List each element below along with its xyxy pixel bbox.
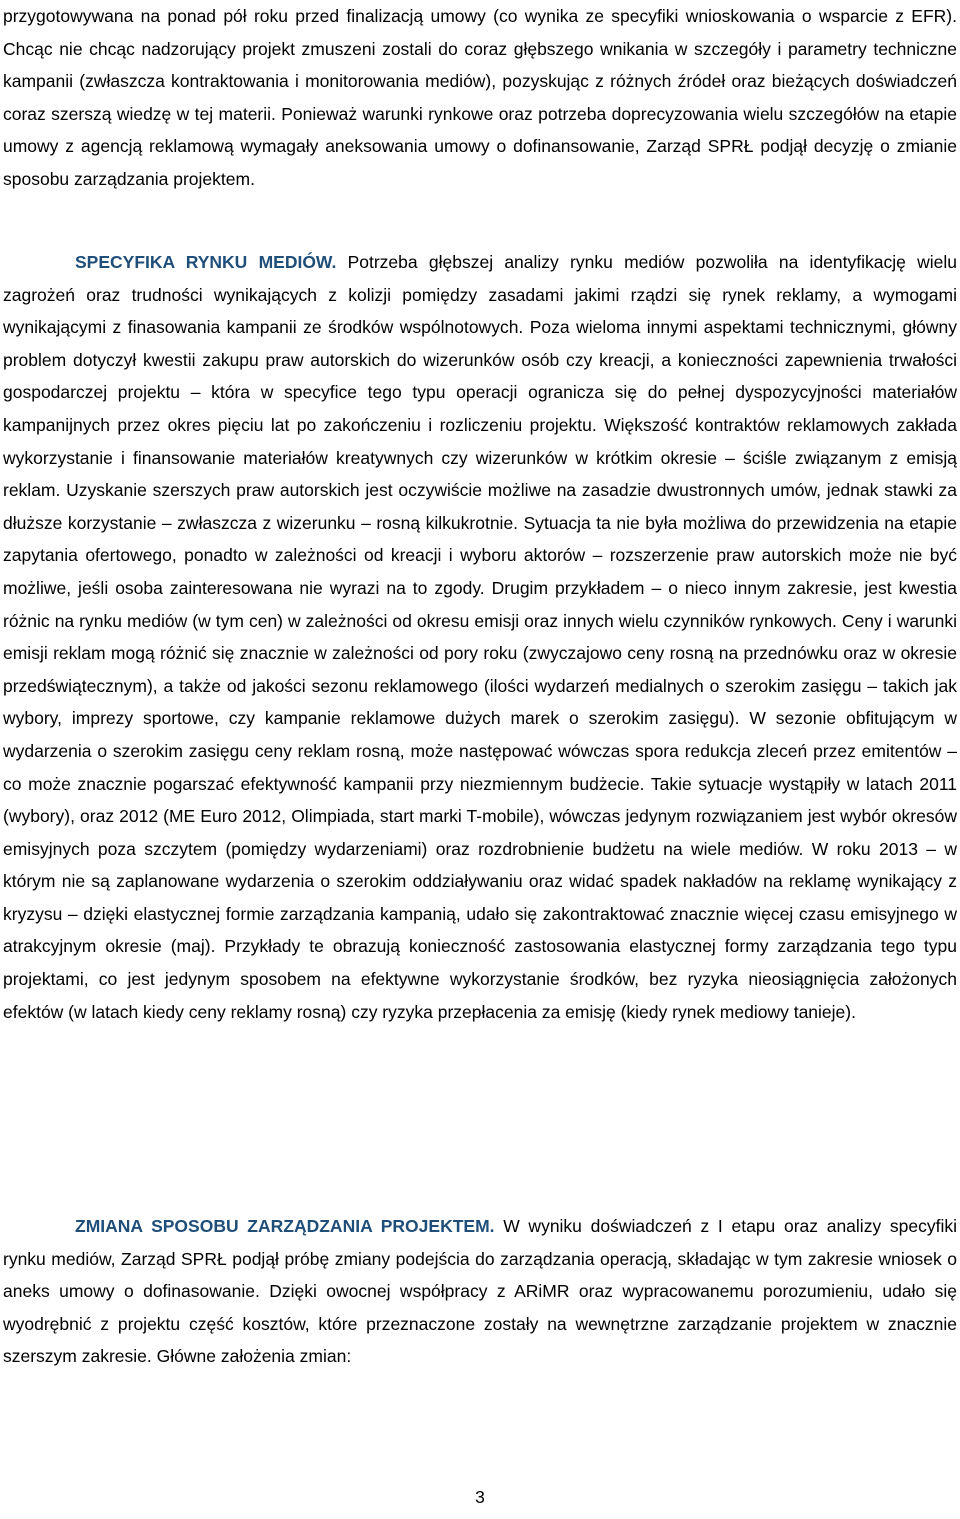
section-heading-management-change: ZMIANA SPOSOBU ZARZĄDZANIA PROJEKTEM.: [75, 1216, 495, 1236]
paragraph-media-market: [3, 246, 957, 1028]
page-number: 3: [475, 1487, 485, 1507]
section-text-management-change: W wyniku doświadczeń z I etapu oraz analizy specyfiki rynku mediów, Zarząd SPRŁ podjął próbę zmiany podejścia do zarządzania operacją, składając w tym zakresie wniosek o aneks umowy o dofinasowanie. Dzięki owocnej współpracy z ARiMR oraz wypracowanemu porozumieniu, udało się wyodrębnić z projektu część kosztów, które przeznaczone zostały na wewnętrzne zarządzanie projektem w znacznie szerszym zakresie. Główne założenia zmian:: [3, 1216, 957, 1367]
paragraph-intro: przygotowywana na ponad pół roku przed finalizacją umowy (co wynika ze specyfiki wnioskowania o wsparcie z EFR). Chcąc nie chcąc nadzorujący projekt zmuszeni zostali do coraz głębszego wnikania w szczegóły i parametry techniczne kampanii (zwłaszcza kontraktowania i monitorowania mediów), pozyskując z różnych źródeł oraz bieżących doświadczeń coraz szerszą wiedzę w tej materii. Ponieważ warunki rynkowe oraz potrzeba doprecyzowania wielu szczegółów na etapie umowy z agencją reklamową wymagały aneksowania umowy o dofinansowanie, Zarząd SPRŁ podjął decyzję o zmianie sposobu zarządzania projektem.: [3, 6, 957, 189]
paragraph-management-change: [3, 1210, 957, 1373]
section-text-media-market: Potrzeba głębszej analizy rynku mediów pozwoliła na identyfikację wielu zagrożeń oraz trudności wynikających z kolizji pomiędzy zasadami jakimi rządzi się rynek reklamy, a wymogami wynikającymi z finasowania kampanii ze środków wspólnotowych. Poza wieloma innymi aspektami technicznymi, główny problem dotyczył kwestii zakupu praw autorskich do wizerunków osób czy kreacji, a konieczności zapewnienia trwałości gospodarczej projektu – która w specyfice tego typu operacji ogranicza się do pełnej dyspozycyjności materiałów kampanijnych przez okres pięciu lat po zakończeniu i rozliczeniu projektu. Większość kontraktów reklamowych zakłada wykorzystanie i finansowanie materiałów kreatywnych czy wizerunków w krótkim okresie – ściśle związanym z emisją reklam. Uzyskanie szerszych praw autorskich jest oczywiście możliwe na zasadzie dwustronnych umów, jednak stawki za dłuższe korzystanie – zwłaszcza z wizerunku – rosną kilkukrotnie. Sytuacja ta nie była możliwa do przewidzenia na etapie zapytania ofertowego, ponadto w zależności od kreacji i wyboru aktorów – rozszerzenie praw autorskich może nie być możliwe, jeśli osoba zainteresowana nie wyrazi na to zgody. Drugim przykładem – o nieco innym zakresie, jest kwestia różnic na rynku mediów (w tym cen) w zależności od okresu emisji oraz innych wielu czynników rynkowych. Ceny i warunki emisji reklam mogą różnić się znacznie w zależności od pory roku (zwyczajowo ceny rosną na przednówku oraz w okresie przedświątecznym), a także od jakości sezonu reklamowego (ilości wydarzeń medialnych o szerokim zasięgu – takich jak wybory, imprezy sportowe, czy kampanie reklamowe dużych marek o szerokim zasięgu). W sezonie obfitującym w wydarzenia o szerokim zasięgu ceny reklam rosną, może następować wówczas spora redukcja zleceń przez emitentów – co może znacznie pogarszać efektywność kampanii przy niezmiennym budżecie. Takie sytuacje wystąpiły w latach 2011 (wybory), oraz 2012 (ME Euro 2012, Olimpiada, start marki T-mobile), wówczas jedynym rozwiązaniem jest wybór okresów emisyjnych poza szczytem (pomiędzy wydarzeniami) oraz rozdrobnienie budżetu na wiele mediów. W roku 2013 – w którym nie są zaplanowane wydarzenia o szerokim oddziaływaniu oraz widać spadek nakładów na reklamę wynikający z kryzysu – dzięki elastycznej formie zarządzania kampanią, udało się zakontraktować znacznie więcej czasu emisyjnego w atrakcyjnym okresie (maj). Przykłady te obrazują konieczność zastosowania elastycznej formy zarządzania tego typu projektami, co jest jedynym sposobem na efektywne wykorzystanie środków, bez ryzyka nieosiągnięcia założonych efektów (w latach kiedy ceny reklamy rosną) czy ryzyka przepłacenia za emisję (kiedy rynek mediowy tanieje).: [3, 252, 957, 1022]
section-heading-media-market: SPECYFIKA RYNKU MEDIÓW.: [75, 252, 337, 272]
